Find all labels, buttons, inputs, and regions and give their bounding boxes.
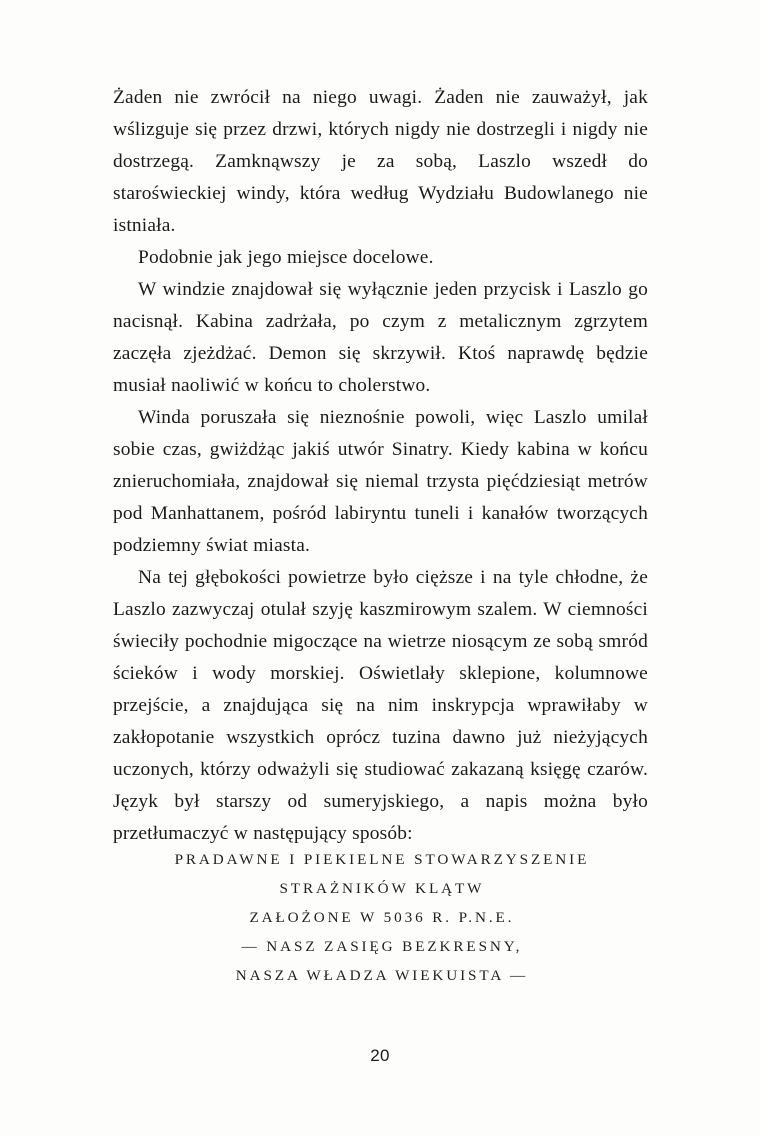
body-paragraph: W windzie znajdował się wyłącznie jeden przycisk i Laszlo go nacisnął. Kabina zadrżała, po czym z metalicznym zgrzytem zaczęła zjeżdżać. Demon się skrzywił. Ktoś naprawdę będzie musiał naoliwić w końcu to cholerstwo. xyxy=(113,279,648,396)
inscription-line: PRADAWNE I PIEKIELNE STOWARZYSZENIE xyxy=(174,851,590,868)
inscription-line: STRAŻNIKÓW KLĄTW xyxy=(279,880,485,897)
body-paragraph: Podobnie jak jego miejsce docelowe. xyxy=(138,247,434,268)
body-text-block xyxy=(113,82,648,850)
body-paragraph: Żaden nie zwrócił na niego uwagi. Żaden nie zauważył, jak wślizguje się przez drzwi, których nigdy nie dostrzegli i nigdy nie dostrzegą. Zamknąwszy je za sobą, Laszlo wszedł do staroświeckiej windy, która według Wydziału Budowlanego nie istniała. xyxy=(113,87,648,236)
inscription-line: — NASZ ZASIĘG BEZKRESNY, xyxy=(241,938,523,955)
inscription-line: ZAŁOŻONE W 5036 R. P.N.E. xyxy=(249,909,515,926)
inscription-block xyxy=(113,845,648,990)
inscription-line: NASZA WŁADZA WIEKUISTA — xyxy=(235,967,529,984)
body-paragraph: Na tej głębokości powietrze było cięższe i na tyle chłodne, że Laszlo zazwyczaj otulał szyję kaszmirowym szalem. W ciemności świeciły pochodnie migoczące na wietrze niosącym ze sobą smród ścieków i wody morskiej. Oświetlały sklepione, kolumnowe przejście, a znajdująca się na nim inskrypcja wprawiłaby w zakłopotanie wszystkich oprócz tuzina dawno już nieżyjących uczonych, którzy odważyli się studiować zakazaną księgę czarów. Język był starszy od sumeryjskiego, a napis można było przetłumaczyć w następujący sposób: xyxy=(113,567,648,844)
body-paragraph: Winda poruszała się nieznośnie powoli, więc Laszlo umilał sobie czas, gwiżdżąc jakiś utwór Sinatry. Kiedy kabina w końcu znieruchomiała, znajdował się niemal trzysta pięćdziesiąt metrów pod Manhattanem, pośród labiryntu tuneli i kanałów tworzących podziemny świat miasta. xyxy=(113,407,648,556)
page-number: 20 xyxy=(370,1046,390,1065)
